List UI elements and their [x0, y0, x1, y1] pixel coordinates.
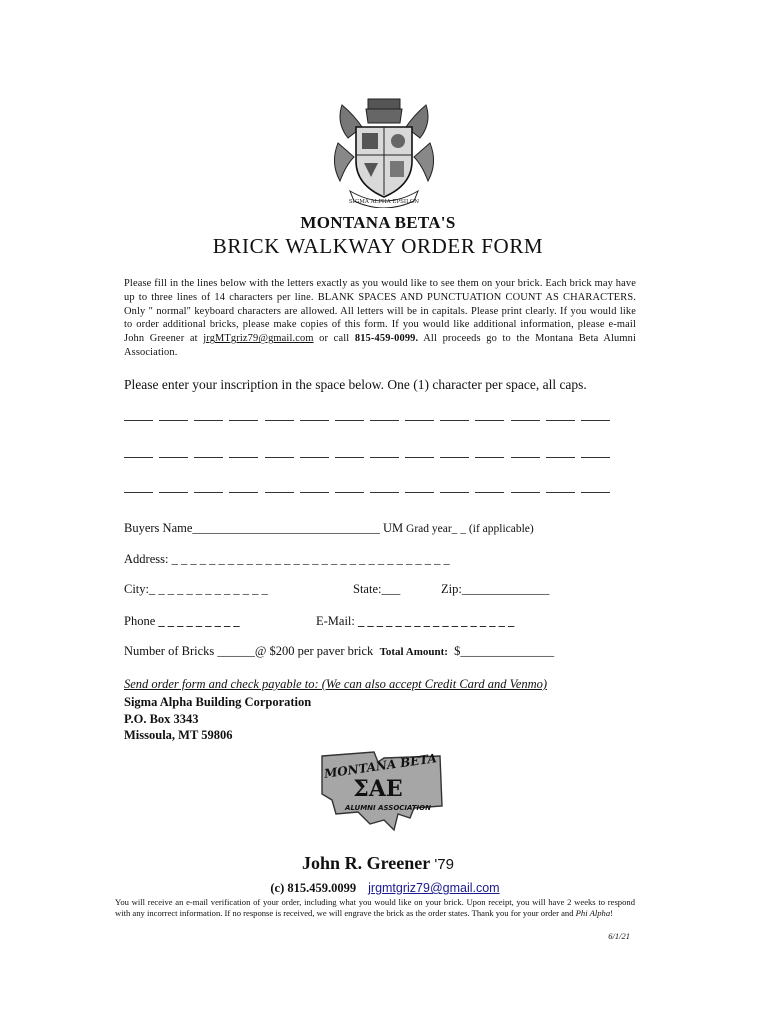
inscription-line-2[interactable] [124, 447, 610, 459]
bricks-label: Number of Bricks ______@ $200 per paver brick [124, 644, 374, 658]
footnote-text: You will receive an e-mail verification of your order, including what you would like on your brick. Upon receipt, you will have 2 weeks to respond with any incorrect information. If no response is received, we will engrave the brick as the order states. Thank you for your order and [115, 897, 635, 918]
montana-beta-alumni-logo [318, 748, 444, 836]
form-heading: MONTANA BETA'S [300, 213, 456, 232]
inscription-line-3[interactable] [124, 482, 610, 494]
buyers-name-field[interactable] [124, 521, 534, 536]
seal-subtitle: ALUMNI ASSOCIATION [345, 804, 431, 812]
buyers-name-label: Buyers Name______________________________ UM [124, 521, 404, 535]
mailing-city: Missoula, MT 59806 [124, 728, 233, 742]
contact-phone: (c) 815.459.0099 [270, 881, 357, 895]
total-amount-label: Total Amount: [379, 646, 448, 658]
contact-line [0, 881, 770, 896]
email-label: E-Mail: [316, 614, 355, 628]
email-blanks: _ _ _ _ _ _ _ _ _ _ _ _ _ _ _ _ _ [354, 614, 515, 628]
mailing-box: P.O. Box 3343 [124, 711, 199, 726]
crest-logo [328, 93, 440, 208]
intro-text-end: All proceeds go to the Montana Beta Alumni Association. [124, 333, 637, 358]
total-amount-field[interactable]: $_______________ [454, 644, 555, 658]
inscription-instruction: Please enter your inscription in the space below. One (1) character per space, all caps. [124, 377, 587, 392]
footnote-end: ! [610, 908, 613, 918]
phone-blanks: _ _ _ _ _ _ _ _ _ [155, 614, 240, 628]
bricks-line[interactable] [124, 644, 554, 659]
inscription-line-1[interactable] [124, 410, 610, 422]
intro-phone: 815-459-0099. [354, 333, 419, 345]
crest-motto: SIGMA ALPHA EPSILON [348, 199, 420, 205]
contact-email-link[interactable]: jrgmtgriz79@gmail.com [368, 881, 500, 895]
form-date: 6/1/21 [608, 931, 630, 941]
email-field[interactable] [316, 614, 514, 629]
mailing-address [124, 694, 311, 744]
seal-letters: ΣΑΕ [353, 776, 403, 802]
zip-field[interactable]: Zip:______________ [441, 582, 550, 596]
city-field[interactable]: City:_ _ _ _ _ _ _ _ _ _ _ _ _ [124, 582, 268, 596]
contact-name-text: John R. Greener [302, 853, 435, 873]
phone-field[interactable] [124, 614, 240, 629]
intro-text: Please fill in the lines below with the letters exactly as you would like to see them on your brick. Each brick may have up to three lines of 14 characters per line. BLANK SPACES AND PUNCTUATION COUNT AS CHARACTERS. Only " normal" keyboard characters are allowed. All letters will be in capitals. Please print clearly. If you would like to order additional bricks, please make copies of this form. If you would like additional information, please e-mail John Greener at [124, 278, 636, 345]
footnote [115, 897, 635, 919]
footnote-phi-alpha: Phi Alpha [575, 908, 611, 918]
mailing-org: Sigma Alpha Building Corporation [124, 695, 312, 709]
phone-label: Phone [124, 614, 156, 628]
seal-title: MONTANA BETA [323, 751, 438, 781]
address-field[interactable]: Address: _ _ _ _ _ _ _ _ _ _ _ _ _ _ _ _ _ _ _ _ _ _ _ _ _ _ _ _ _ _ [124, 552, 450, 566]
contact-year: '79 [434, 856, 454, 873]
contact-name [0, 853, 756, 874]
grad-year-label: Grad year_ _ (if applicable) [403, 523, 534, 535]
intro-email-link[interactable]: jrgMTgriz79@gmail.com [203, 333, 314, 345]
form-title: BRICK WALKWAY ORDER FORM [212, 234, 544, 258]
send-instruction: Send order form and check payable to: (We can also accept Credit Card and Venmo) [124, 677, 548, 691]
intro-paragraph [124, 277, 636, 360]
intro-text-call: or call [313, 333, 355, 345]
state-field[interactable]: State:___ [353, 582, 401, 596]
